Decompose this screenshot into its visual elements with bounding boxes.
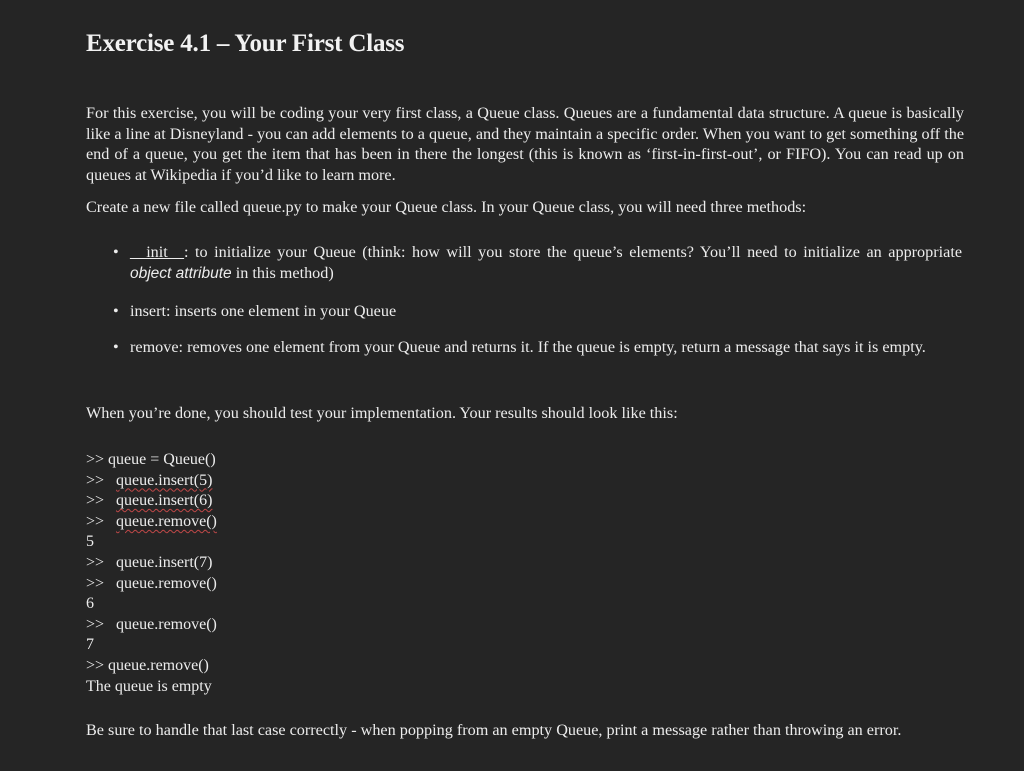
code-line [86, 635, 217, 656]
code-text: 7 [86, 636, 94, 654]
code-prompt: >> [86, 512, 117, 530]
code-prompt: >> [86, 471, 117, 489]
code-text: The queue is empty [86, 677, 212, 695]
code-prompt: >> [86, 451, 109, 468]
code-line [86, 491, 217, 512]
code-prompt: >> [86, 574, 117, 592]
code-line [86, 450, 217, 471]
sample-output-block [86, 450, 217, 697]
code-text: queue.remove() [116, 512, 217, 530]
code-line [86, 471, 217, 492]
create-instruction: Create a new file called queue.py to make your Queue class. In your Queue class, you will need three methods: [86, 198, 807, 216]
code-line [86, 574, 217, 595]
method-name-remove: remove [130, 337, 179, 356]
code-text: queue.insert(6) [116, 492, 213, 510]
method-item-insert [110, 301, 962, 322]
method-name-insert: insert [130, 302, 166, 320]
method-name-init: __init__ [130, 243, 184, 261]
code-text: 5 [86, 533, 94, 551]
test-instruction: When you’re done, you should test your implementation. Your results should look like this: [86, 404, 678, 422]
code-text: queue.remove() [116, 615, 217, 633]
method-desc-init-emphasis: object attribute [130, 264, 232, 282]
code-line [86, 615, 217, 636]
code-text: 6 [86, 595, 94, 613]
methods-list [110, 242, 962, 357]
method-desc-init-after: in this method) [231, 263, 334, 282]
method-desc-remove: : removes one element from your Queue and returns it. If the queue is empty, return a message that says it is empty. [178, 337, 926, 356]
code-text: queue.insert(7) [116, 553, 213, 571]
code-line [86, 553, 217, 574]
code-prompt: >> [86, 492, 117, 510]
code-line [86, 594, 217, 615]
code-prompt: >> [86, 553, 117, 571]
code-text: queue.remove() [116, 574, 217, 592]
code-text: queue.insert(5) [116, 471, 213, 489]
method-item-init [110, 242, 962, 284]
method-desc-init-before: : to initialize your Queue (think: how will you store the queue’s elements? You’ll need to initialize an appropriate [183, 243, 962, 261]
code-text: queue = Queue() [108, 451, 216, 468]
page-title: Exercise 4.1 – Your First Class [86, 30, 405, 57]
code-prompt: >> [86, 656, 109, 674]
code-line [86, 532, 217, 553]
intro-paragraph: For this exercise, you will be coding your very first class, a Queue class. Queues are a fundamental data structure. A queue is basically like a line at Disneyland - you can add elements to a queue, and they maintain a specific order. When you want to get something off the end of a queue, you get the item that has been in there the longest (this is known as ‘first-in-first-out’, or FIFO). You can read up on queues at Wikipedia if you’d like to learn more. [86, 104, 964, 184]
method-item-remove [110, 337, 962, 358]
code-line [86, 512, 217, 533]
closing-paragraph: Be sure to handle that last case correctly - when popping from an empty Queue, print a message rather than throwing an error. [86, 721, 902, 739]
code-prompt: >> [86, 615, 117, 633]
code-line [86, 656, 217, 677]
code-line [86, 677, 217, 698]
method-desc-insert: : inserts one element in your Queue [165, 302, 397, 320]
code-text: queue.remove() [108, 656, 209, 674]
